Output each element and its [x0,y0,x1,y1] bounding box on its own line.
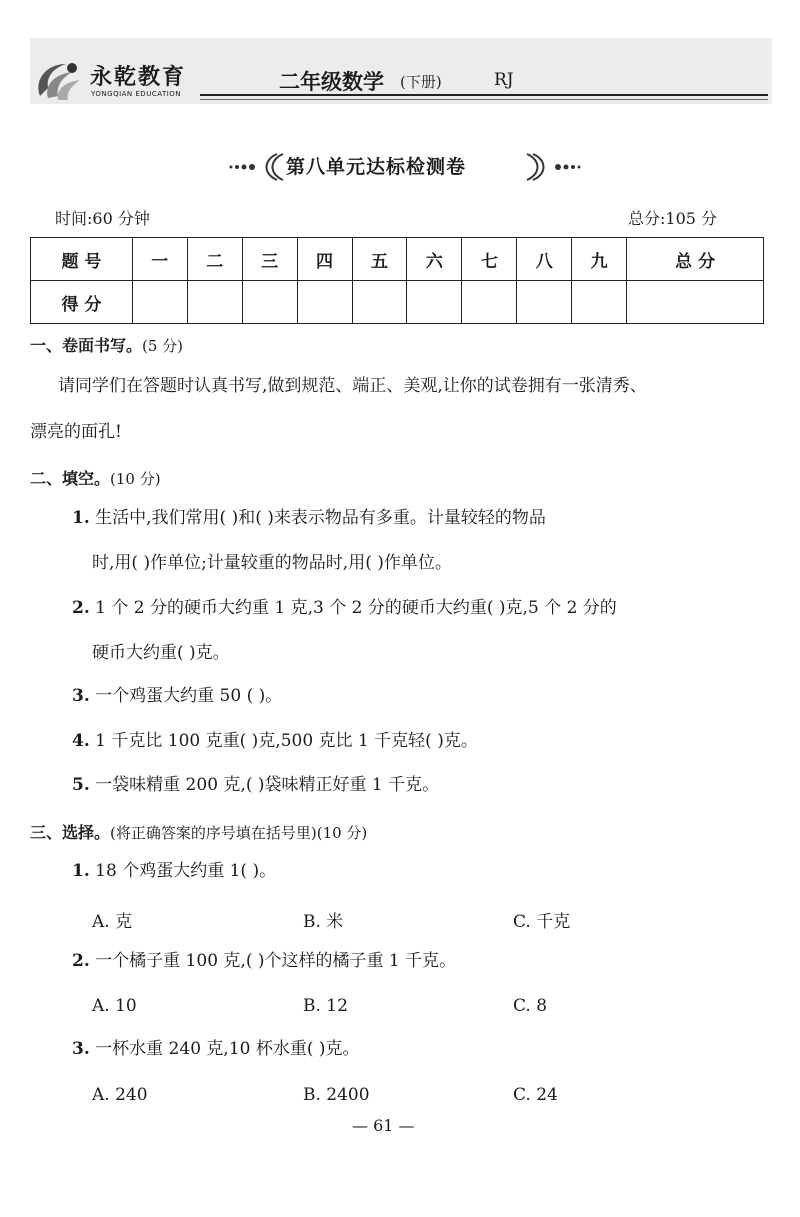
option-b[interactable]: B. 12 [303,996,348,1016]
option-b[interactable]: B. 米 [303,912,344,932]
column-header: 一 [132,238,187,281]
test-title: 第八单元达标检测卷 [286,156,467,178]
time-limit: 时间:60 分钟 [55,209,150,228]
subject-title: 二年级数学 [279,70,384,94]
question-2-1-cont: 时,用( )作单位;计量较重的物品时,用( )作单位。 [92,553,452,573]
option-b[interactable]: B. 2400 [303,1085,370,1105]
question-2-2: 2. 1 个 2 分的硬币大约重 1 克,3 个 2 分的硬币大约重( )克,5 个 2 分的 [72,598,617,618]
question-2-5: 5. 一袋味精重 200 克,( )袋味精正好重 1 千克。 [72,775,440,795]
score-table [30,237,764,324]
column-header-total: 总 分 [627,238,764,281]
column-header: 五 [352,238,407,281]
score-cell[interactable] [462,281,517,324]
brand-name: 永乾教育 [90,64,187,90]
question-2-3: 3. 一个鸡蛋大约重 50 ( )。 [72,686,283,706]
row-label-score: 得 分 [31,281,133,324]
column-header: 二 [187,238,242,281]
option-a[interactable]: A. 10 [92,996,137,1016]
section-1-instruction-cont: 漂亮的面孔! [30,422,122,442]
score-cell[interactable] [572,281,627,324]
column-header: 六 [407,238,462,281]
section-3-heading: 三、选择。(将正确答案的序号填在括号里)(10 分) [30,823,368,842]
section-1-instruction: 请同学们在答题时认真书写,做到规范、端正、美观,让你的试卷拥有一张清秀、 [58,376,647,396]
score-cell-total[interactable] [627,281,764,324]
column-header: 八 [517,238,572,281]
score-cell[interactable] [242,281,297,324]
table-row [31,238,764,281]
question-2-1: 1. 生活中,我们常用( )和( )来表示物品有多重。计量较轻的物品 [72,508,546,528]
question-3-2: 2. 一个橘子重 100 克,( )个这样的橘子重 1 千克。 [72,951,457,971]
header-rule-thin [200,99,768,100]
score-cell[interactable] [132,281,187,324]
brand-name-english: YONGQIAN EDUCATION [91,90,182,98]
question-2-4: 4. 1 千克比 100 克重( )克,500 克比 1 千克轻( )克。 [72,731,478,751]
score-cell[interactable] [352,281,407,324]
option-a[interactable]: A. 克 [92,912,133,932]
brand-logo-icon [32,58,88,104]
score-cell[interactable] [407,281,462,324]
question-3-1: 1. 18 个鸡蛋大约重 1( )。 [72,861,277,881]
page-number: — 61 — [352,1116,415,1135]
volume-label: (下册) [400,73,442,91]
option-c[interactable]: C. 24 [513,1085,558,1105]
header-rule [200,94,768,96]
score-cell[interactable] [297,281,352,324]
total-score: 总分:105 分 [628,209,718,228]
section-2-heading: 二、填空。(10 分) [30,469,161,488]
score-cell[interactable] [187,281,242,324]
column-header: 三 [242,238,297,281]
column-header: 四 [297,238,352,281]
row-label-question: 题 号 [31,238,133,281]
edition-label: RJ [494,70,514,90]
table-row [31,281,764,324]
column-header: 九 [572,238,627,281]
section-1-heading: 一、卷面书写。(5 分) [30,336,184,355]
option-a[interactable]: A. 240 [92,1085,148,1105]
option-c[interactable]: C. 8 [513,996,548,1016]
question-3-3: 3. 一杯水重 240 克,10 杯水重( )克。 [72,1039,360,1059]
option-c[interactable]: C. 千克 [513,912,571,932]
column-header: 七 [462,238,517,281]
score-cell[interactable] [517,281,572,324]
question-2-2-cont: 硬币大约重( )克。 [92,643,230,663]
